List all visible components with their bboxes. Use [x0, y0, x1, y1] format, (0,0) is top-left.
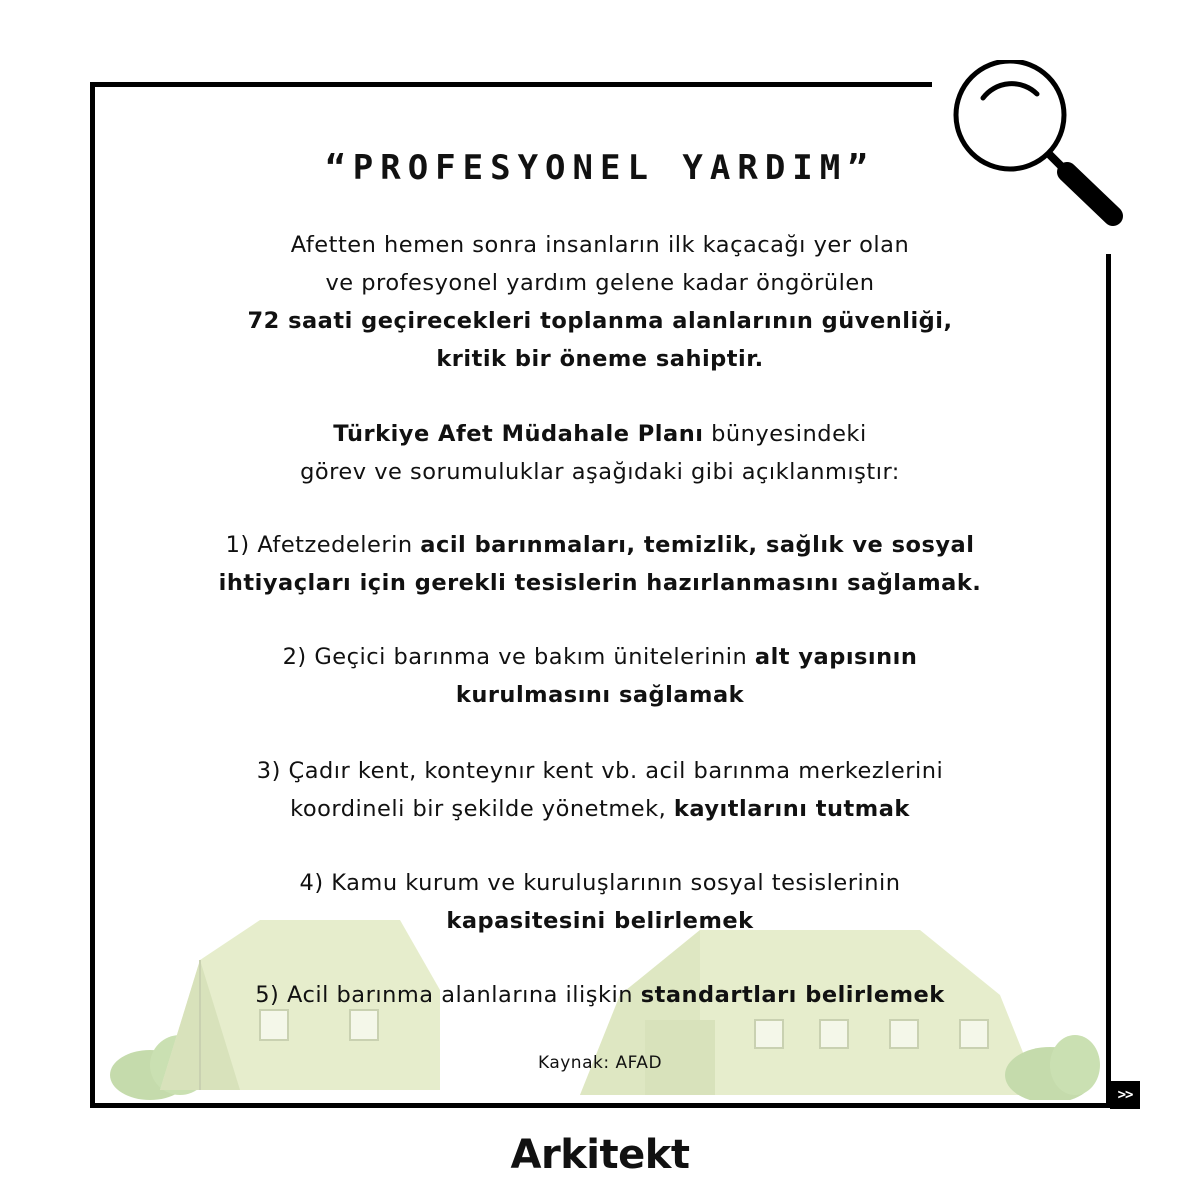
text-line: [100, 340, 1100, 378]
frame-bottom-border: [90, 1103, 1113, 1108]
emphasized-text: 72 saati geçirecekleri toplanma alanlarının güvenliği,: [247, 308, 953, 334]
page-title: “PROFESYONEL YARDIM”: [325, 148, 875, 188]
text-line: [100, 976, 1100, 1014]
body-text: ve profesyonel yardım gelene kadar öngörülen: [325, 270, 875, 296]
emphasized-text: alt yapısının: [754, 644, 918, 670]
emphasized-text: kritik bir öneme sahiptir.: [436, 346, 764, 372]
body-text: 2) Geçici barınma ve bakım ünitelerinin: [282, 644, 755, 670]
text-line: [100, 752, 1100, 790]
text-line: [100, 902, 1100, 940]
emphasized-text: kayıtlarını tutmak: [673, 796, 910, 822]
magnifying-glass-icon: [945, 60, 1135, 230]
paragraph-plan: [100, 415, 1100, 491]
body-text: görev ve sorumuluklar aşağıdaki gibi açıklanmıştır:: [300, 459, 900, 485]
emphasized-text: standartları belirlemek: [640, 982, 945, 1008]
list-item-1: [100, 526, 1100, 602]
body-text: 1) Afetzedelerin: [225, 532, 421, 558]
source-citation: Kaynak: AFAD: [537, 1053, 663, 1073]
text-line: [100, 564, 1100, 602]
body-text: bünyesindeki: [703, 421, 867, 447]
list-item-5: [100, 976, 1100, 1014]
body-text: 3) Çadır kent, konteynır kent vb. acil barınma merkezlerini: [256, 758, 944, 784]
text-line: [100, 526, 1100, 564]
emphasized-text: Türkiye Afet Müdahale Planı: [333, 421, 704, 447]
text-line: [100, 864, 1100, 902]
text-line: [100, 415, 1100, 453]
text-line: [100, 638, 1100, 676]
emphasized-text: kurulmasını sağlamak: [455, 682, 745, 708]
list-item-4: [100, 864, 1100, 940]
next-button[interactable]: [1110, 1081, 1140, 1109]
body-text: koordineli bir şekilde yönetmek,: [290, 796, 674, 822]
frame-top-border: [90, 82, 932, 87]
frame-left-border: [90, 82, 95, 1108]
body-text: 5) Acil barınma alanlarına ilişkin: [255, 982, 641, 1008]
text-line: [100, 790, 1100, 828]
body-text: Afetten hemen sonra insanların ilk kaçacağı yer olan: [290, 232, 910, 258]
list-item-2: [100, 638, 1100, 714]
text-line: [100, 226, 1100, 264]
paragraph-intro: [100, 226, 1100, 378]
emphasized-text: acil barınmaları, temizlik, sağlık ve sosyal: [420, 532, 975, 558]
text-line: [100, 676, 1100, 714]
brand-logo: Arkitekt: [510, 1132, 690, 1178]
text-line: [100, 302, 1100, 340]
double-chevron-right-icon: >>: [1117, 1087, 1133, 1103]
text-line: [100, 264, 1100, 302]
body-text: 4) Kamu kurum ve kuruluşlarının sosyal tesislerinin: [299, 870, 901, 896]
text-line: [100, 453, 1100, 491]
list-item-3: [100, 752, 1100, 828]
emphasized-text: ihtiyaçları için gerekli tesislerin hazırlanmasını sağlamak.: [218, 570, 982, 596]
emphasized-text: kapasitesini belirlemek: [446, 908, 754, 934]
frame-right-border: [1106, 254, 1111, 1108]
